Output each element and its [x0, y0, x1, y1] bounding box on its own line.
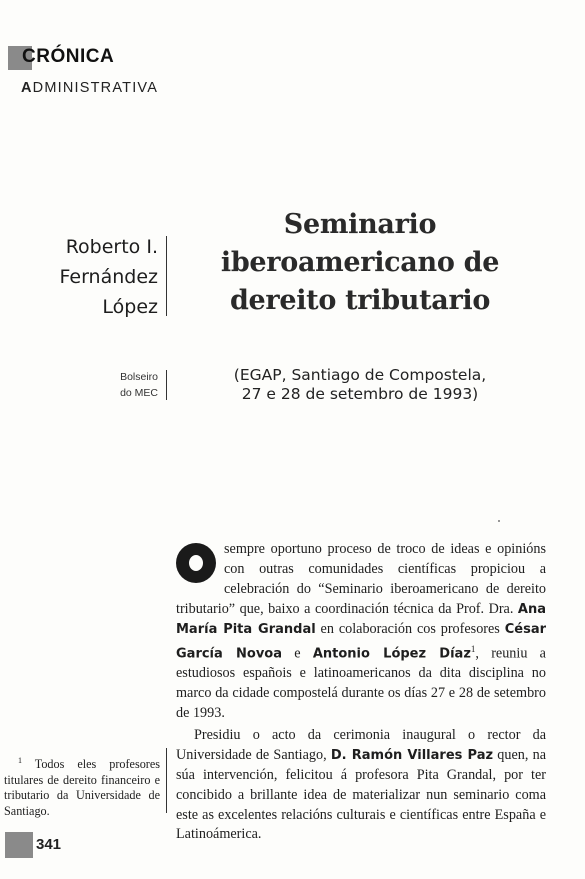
role-line: Bolseiro: [120, 371, 158, 383]
section-subtitle: ADMINISTRATIVA: [21, 80, 159, 96]
author-line: Roberto I.: [65, 236, 158, 258]
speck: [498, 520, 500, 522]
article-venue: [200, 366, 520, 404]
paragraph-2: [176, 726, 546, 845]
author-name: [0, 232, 158, 322]
footnote-divider: [166, 748, 167, 813]
person-name: César García Novoa: [176, 621, 546, 662]
role-line: do MEC: [120, 387, 158, 399]
text-run: , reuniu a estudiosos españois e latinoamericanos da dita disciplina no marco da cidade compostelá durante os días 27 e 28 de setembro de 1993.: [176, 645, 546, 721]
author-line: López: [102, 296, 158, 318]
page-number-block: [5, 832, 33, 858]
title-line: iberoamericano de: [220, 247, 500, 278]
text-run: quen, na súa intervención, felicitou á profesora Pita Grandal, por ter concibido a brillante idea de materializar nun seminario coma este as excelentes relacións culturais e científicas entre España e Latinoámerica.: [176, 746, 546, 843]
paragraph-1: [176, 540, 546, 724]
role-divider: [166, 370, 167, 400]
title-line: dereito tributario: [229, 285, 491, 316]
footnote-ref[interactable]: 1: [470, 643, 476, 654]
article-title: [205, 206, 515, 320]
text-run: sempre oportuno proceso de troco de ideas e opinións con outras comunidades científicas propiciou a celebración do “Seminario iberoamericano de dereito tributario” que, baixo a coordinación técnica da Prof. Dra.: [176, 541, 546, 617]
venue-line: 27 e 28 de setembro de 1993): [241, 385, 479, 403]
article-body: [176, 540, 546, 845]
venue-line: (EGAP, Santiago de Compostela,: [233, 366, 487, 384]
person-name: Ana María Pita Grandal: [176, 601, 546, 637]
footnote-text: Todos eles profesores titulares de dereito financeiro e tributario da Universidade de Santiago.: [4, 757, 160, 818]
author-line: Fernández: [59, 266, 158, 288]
text-run: Presidiu o acto da cerimonia inaugural o rector da Universidade de Santiago,: [176, 726, 546, 763]
author-role: [58, 369, 158, 401]
drop-cap-o-icon: [176, 543, 216, 583]
footnote: [4, 753, 160, 819]
page-number: 341: [36, 836, 62, 853]
text-run: e: [282, 645, 313, 662]
person-name: Antonio López Díaz: [312, 646, 471, 662]
text-run: en colaboración cos profesores: [315, 620, 505, 637]
title-line: Seminario: [283, 209, 437, 240]
section-title: CRÓNICA: [22, 46, 115, 67]
footnote-mark: 1: [18, 756, 22, 765]
person-name: D. Ramón Villares Paz: [330, 747, 494, 763]
author-divider: [166, 236, 167, 316]
